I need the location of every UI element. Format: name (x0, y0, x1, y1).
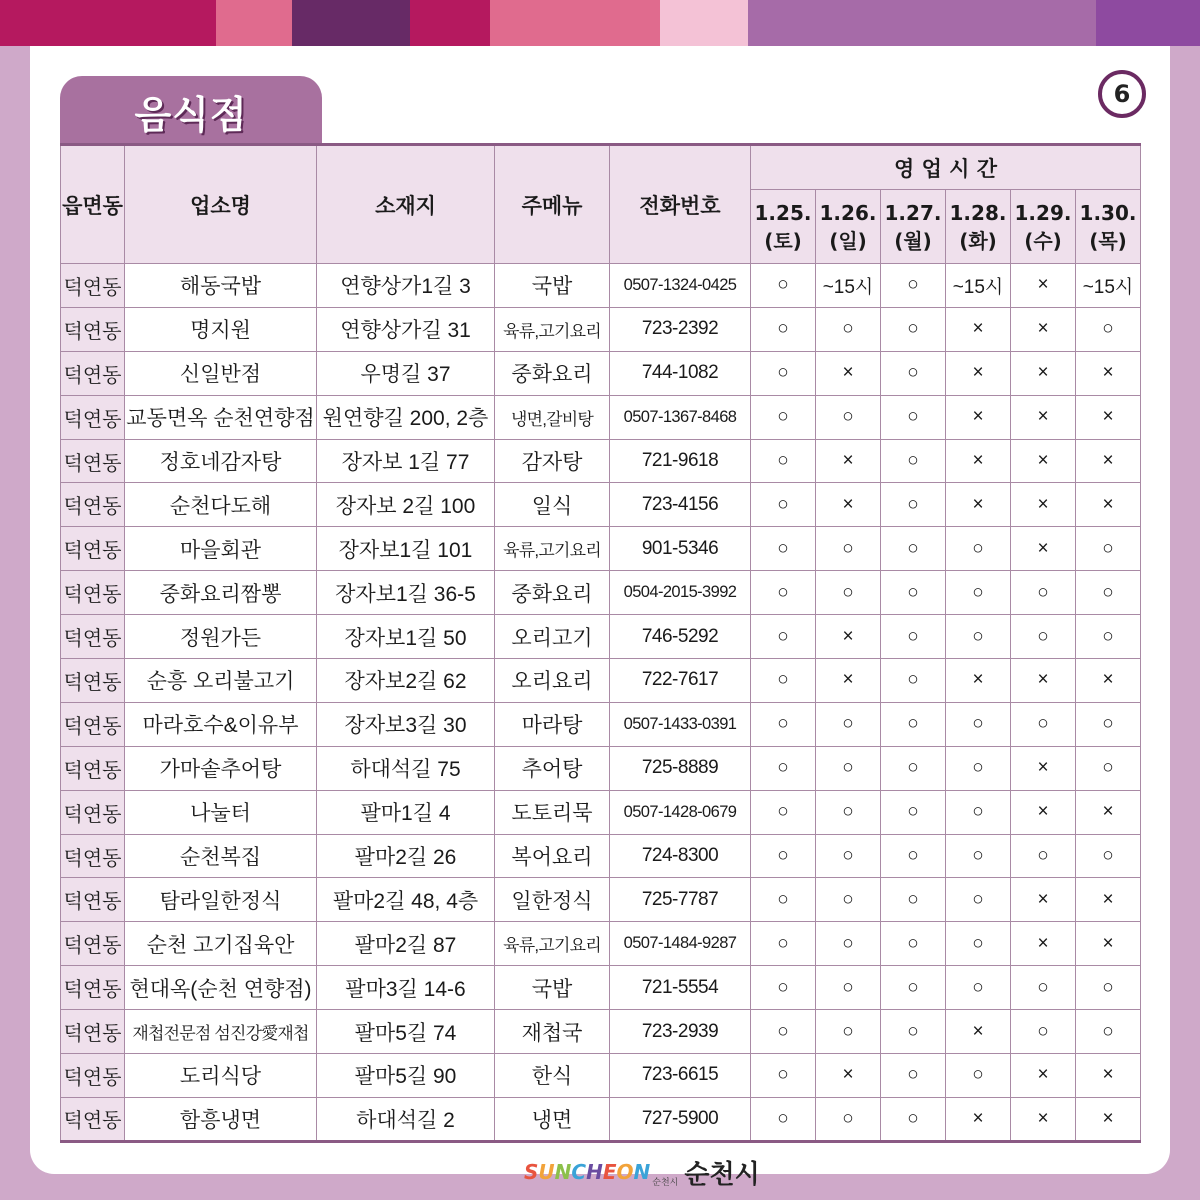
region-cell: 덕연동 (61, 790, 125, 834)
menu-cell: 국밥 (495, 966, 610, 1010)
name-cell: 순천복집 (125, 834, 317, 878)
menu-cell: 마라탕 (495, 702, 610, 746)
hours-cell: × (1076, 483, 1141, 527)
phone-cell: 722-7617 (610, 659, 751, 703)
hours-cell: × (1076, 878, 1141, 922)
hours-cell: × (1011, 307, 1076, 351)
hours-cell: × (816, 615, 881, 659)
hours-cell: ○ (751, 746, 816, 790)
hours-cell: ○ (816, 571, 881, 615)
name-cell: 순흥 오리불고기 (125, 659, 317, 703)
name-cell: 신일반점 (125, 351, 317, 395)
hours-cell: × (1011, 527, 1076, 571)
menu-cell: 냉면 (495, 1097, 610, 1141)
address-cell: 장자보 1길 77 (317, 439, 495, 483)
menu-cell: 육류,고기요리 (495, 307, 610, 351)
phone-cell: 744-1082 (610, 351, 751, 395)
address-cell: 장자보1길 50 (317, 615, 495, 659)
name-cell: 해동국밥 (125, 264, 317, 308)
hours-cell: ○ (881, 878, 946, 922)
hours-cell: ~15시 (1076, 264, 1141, 308)
region-cell: 덕연동 (61, 922, 125, 966)
name-cell: 교동면옥 순천연향점 (125, 395, 317, 439)
hours-cell: ○ (946, 966, 1011, 1010)
table-row (61, 659, 1141, 703)
stripe-segment (292, 0, 410, 46)
hours-cell: ○ (1011, 702, 1076, 746)
hours-cell: ○ (816, 878, 881, 922)
table-row (61, 1010, 1141, 1054)
region-cell: 덕연동 (61, 1097, 125, 1141)
hours-cell: ○ (816, 307, 881, 351)
hours-cell: × (816, 439, 881, 483)
address-cell: 장자보2길 62 (317, 659, 495, 703)
hours-cell: ○ (881, 351, 946, 395)
region-cell: 덕연동 (61, 571, 125, 615)
hours-cell: ○ (751, 922, 816, 966)
hours-cell: ○ (751, 1097, 816, 1141)
hours-cell: ○ (1011, 1010, 1076, 1054)
menu-cell: 도토리묵 (495, 790, 610, 834)
region-cell: 덕연동 (61, 702, 125, 746)
hours-cell: ○ (1076, 571, 1141, 615)
hours-cell: × (1011, 922, 1076, 966)
name-cell: 명지원 (125, 307, 317, 351)
menu-cell: 중화요리 (495, 571, 610, 615)
hours-cell: × (1076, 395, 1141, 439)
name-cell: 중화요리짬뽕 (125, 571, 317, 615)
hours-cell: ○ (751, 264, 816, 308)
table-row (61, 1097, 1141, 1141)
name-cell: 정원가든 (125, 615, 317, 659)
stripe-segment (490, 0, 660, 46)
phone-cell: 725-7787 (610, 878, 751, 922)
phone-cell: 0507-1324-0425 (610, 264, 751, 308)
top-color-stripe (0, 0, 1200, 46)
hours-cell: ○ (946, 746, 1011, 790)
hours-cell: ○ (1011, 966, 1076, 1010)
name-cell: 가마솥추어탕 (125, 746, 317, 790)
table-row (61, 351, 1141, 395)
name-cell: 재첩전문점 섬진강愛재첩 (125, 1010, 317, 1054)
region-cell: 덕연동 (61, 395, 125, 439)
address-cell: 하대석길 75 (317, 746, 495, 790)
address-cell: 장자보1길 36-5 (317, 571, 495, 615)
hours-cell: × (1076, 439, 1141, 483)
phone-cell: 723-6615 (610, 1054, 751, 1098)
hours-cell: ○ (751, 527, 816, 571)
header-date: 1.27. (월) (881, 190, 946, 264)
address-cell: 팔마2길 26 (317, 834, 495, 878)
hours-cell: × (946, 395, 1011, 439)
hours-cell: ○ (881, 834, 946, 878)
header-name: 업소명 (125, 145, 317, 264)
phone-cell: 0507-1484-9287 (610, 922, 751, 966)
suncheon-logo (524, 1150, 760, 1194)
header-address: 소재지 (317, 145, 495, 264)
table-row (61, 439, 1141, 483)
address-cell: 우명길 37 (317, 351, 495, 395)
hours-cell: ○ (751, 1054, 816, 1098)
hours-cell: ○ (816, 395, 881, 439)
menu-cell: 육류,고기요리 (495, 527, 610, 571)
hours-cell: ○ (1076, 834, 1141, 878)
hours-cell: ○ (946, 1054, 1011, 1098)
phone-cell: 723-2939 (610, 1010, 751, 1054)
hours-cell: ○ (881, 746, 946, 790)
hours-cell: × (946, 659, 1011, 703)
hours-cell: × (1076, 351, 1141, 395)
hours-cell: ○ (881, 1097, 946, 1141)
region-cell: 덕연동 (61, 659, 125, 703)
hours-cell: × (1011, 395, 1076, 439)
table-body (61, 264, 1141, 1142)
hours-cell: ~15시 (946, 264, 1011, 308)
hours-cell: ○ (816, 702, 881, 746)
stripe-segment (410, 0, 490, 46)
name-cell: 순천 고기집육안 (125, 922, 317, 966)
address-cell: 연향상가1길 3 (317, 264, 495, 308)
hours-cell: × (946, 439, 1011, 483)
table-row (61, 307, 1141, 351)
phone-cell: 724-8300 (610, 834, 751, 878)
hours-cell: × (946, 351, 1011, 395)
hours-cell: ○ (751, 659, 816, 703)
hours-cell: × (1076, 1097, 1141, 1141)
phone-cell: 0504-2015-3992 (610, 571, 751, 615)
phone-cell: 0507-1433-0391 (610, 702, 751, 746)
hours-cell: ○ (751, 878, 816, 922)
table-row (61, 702, 1141, 746)
header-date: 1.29. (수) (1011, 190, 1076, 264)
hours-cell: ○ (881, 483, 946, 527)
phone-cell: 746-5292 (610, 615, 751, 659)
hours-cell: ○ (816, 966, 881, 1010)
table-row (61, 395, 1141, 439)
logo-mark: SUNCHEON (524, 1160, 651, 1184)
menu-cell: 오리요리 (495, 659, 610, 703)
header-hours: 영 업 시 간 (751, 145, 1141, 190)
header-phone: 전화번호 (610, 145, 751, 264)
table-row (61, 527, 1141, 571)
address-cell: 팔마5길 74 (317, 1010, 495, 1054)
hours-cell: × (816, 659, 881, 703)
hours-cell: ○ (1076, 746, 1141, 790)
phone-cell: 721-9618 (610, 439, 751, 483)
name-cell: 정호네감자탕 (125, 439, 317, 483)
hours-cell: × (816, 1054, 881, 1098)
name-cell: 현대옥(순천 연향점) (125, 966, 317, 1010)
hours-cell: ○ (816, 922, 881, 966)
region-cell: 덕연동 (61, 966, 125, 1010)
name-cell: 마을회관 (125, 527, 317, 571)
hours-cell: × (1011, 659, 1076, 703)
hours-cell: ○ (946, 790, 1011, 834)
hours-cell: ○ (946, 702, 1011, 746)
table-row (61, 790, 1141, 834)
region-cell: 덕연동 (61, 439, 125, 483)
header-date: 1.30. (목) (1076, 190, 1141, 264)
table-row (61, 878, 1141, 922)
hours-cell: ~15시 (816, 264, 881, 308)
hours-cell: ○ (881, 439, 946, 483)
hours-cell: ○ (1011, 615, 1076, 659)
hours-cell: × (1011, 790, 1076, 834)
region-cell: 덕연동 (61, 615, 125, 659)
hours-cell: ○ (881, 659, 946, 703)
hours-cell: ○ (751, 615, 816, 659)
hours-cell: ○ (881, 1010, 946, 1054)
region-cell: 덕연동 (61, 483, 125, 527)
stripe-segment (0, 0, 216, 46)
menu-cell: 복어요리 (495, 834, 610, 878)
hours-cell: ○ (751, 351, 816, 395)
hours-cell: ○ (881, 790, 946, 834)
hours-cell: × (1011, 483, 1076, 527)
table-row (61, 571, 1141, 615)
hours-cell: ○ (816, 1010, 881, 1054)
header-menu: 주메뉴 (495, 145, 610, 264)
hours-cell: ○ (816, 746, 881, 790)
hours-cell: ○ (1076, 527, 1141, 571)
phone-cell: 0507-1367-8468 (610, 395, 751, 439)
phone-cell: 725-8889 (610, 746, 751, 790)
region-cell: 덕연동 (61, 307, 125, 351)
menu-cell: 육류,고기요리 (495, 922, 610, 966)
address-cell: 팔마3길 14-6 (317, 966, 495, 1010)
menu-cell: 일한정식 (495, 878, 610, 922)
region-cell: 덕연동 (61, 834, 125, 878)
phone-cell: 0507-1428-0679 (610, 790, 751, 834)
name-cell: 탐라일한정식 (125, 878, 317, 922)
region-cell: 덕연동 (61, 1054, 125, 1098)
restaurant-table (60, 143, 1141, 1143)
hours-cell: ○ (751, 834, 816, 878)
table-row (61, 746, 1141, 790)
menu-cell: 일식 (495, 483, 610, 527)
hours-cell: × (946, 307, 1011, 351)
address-cell: 장자보 2길 100 (317, 483, 495, 527)
menu-cell: 한식 (495, 1054, 610, 1098)
phone-cell: 901-5346 (610, 527, 751, 571)
hours-cell: ○ (1076, 702, 1141, 746)
name-cell: 도리식당 (125, 1054, 317, 1098)
hours-cell: × (1011, 878, 1076, 922)
stripe-segment (660, 0, 748, 46)
hours-cell: ○ (946, 527, 1011, 571)
hours-cell: × (1076, 659, 1141, 703)
table-row (61, 615, 1141, 659)
table-row (61, 483, 1141, 527)
header-row (61, 145, 1141, 190)
hours-cell: ○ (751, 483, 816, 527)
menu-cell: 재첩국 (495, 1010, 610, 1054)
hours-cell: × (1011, 1097, 1076, 1141)
hours-cell: ○ (946, 615, 1011, 659)
logo-city-name: 순천시 (684, 1159, 760, 1190)
hours-cell: × (1011, 264, 1076, 308)
hours-cell: ○ (946, 571, 1011, 615)
hours-cell: ○ (881, 615, 946, 659)
hours-cell: ○ (751, 395, 816, 439)
address-cell: 팔마2길 48, 4층 (317, 878, 495, 922)
hours-cell: ○ (1076, 307, 1141, 351)
phone-cell: 727-5900 (610, 1097, 751, 1141)
menu-cell: 중화요리 (495, 351, 610, 395)
name-cell: 마라호수&이유부 (125, 702, 317, 746)
hours-cell: × (816, 351, 881, 395)
hours-cell: × (946, 1097, 1011, 1141)
hours-cell: ○ (881, 527, 946, 571)
hours-cell: ○ (751, 1010, 816, 1054)
hours-cell: ○ (881, 1054, 946, 1098)
menu-cell: 국밥 (495, 264, 610, 308)
stripe-segment (216, 0, 292, 46)
header-date: 1.25. (토) (751, 190, 816, 264)
region-cell: 덕연동 (61, 878, 125, 922)
hours-cell: × (1076, 790, 1141, 834)
address-cell: 팔마5길 90 (317, 1054, 495, 1098)
table-row (61, 1054, 1141, 1098)
page-title: 음식점 (134, 92, 248, 137)
region-cell: 덕연동 (61, 264, 125, 308)
region-cell: 덕연동 (61, 351, 125, 395)
hours-cell: × (1011, 746, 1076, 790)
hours-cell: × (1076, 1054, 1141, 1098)
name-cell: 순천다도해 (125, 483, 317, 527)
hours-cell: ○ (751, 702, 816, 746)
hours-cell: ○ (946, 834, 1011, 878)
hours-cell: ○ (881, 966, 946, 1010)
region-cell: 덕연동 (61, 1010, 125, 1054)
hours-cell: ○ (881, 395, 946, 439)
stripe-segment (748, 0, 1096, 46)
hours-cell: ○ (816, 790, 881, 834)
table-row (61, 922, 1141, 966)
address-cell: 원연향길 200, 2층 (317, 395, 495, 439)
hours-cell: × (816, 483, 881, 527)
hours-cell: ○ (881, 571, 946, 615)
stripe-segment (1096, 0, 1200, 46)
header-date: 1.26. (일) (816, 190, 881, 264)
name-cell: 함흥냉면 (125, 1097, 317, 1141)
region-cell: 덕연동 (61, 746, 125, 790)
hours-cell: ○ (1011, 571, 1076, 615)
page-number-badge: 6 (1098, 70, 1146, 118)
address-cell: 장자보1길 101 (317, 527, 495, 571)
address-cell: 장자보3길 30 (317, 702, 495, 746)
hours-cell: ○ (881, 702, 946, 746)
hours-cell: × (1076, 922, 1141, 966)
hours-cell: × (1011, 351, 1076, 395)
address-cell: 팔마1길 4 (317, 790, 495, 834)
phone-cell: 721-5554 (610, 966, 751, 1010)
table-row (61, 966, 1141, 1010)
hours-cell: × (1011, 1054, 1076, 1098)
hours-cell: ○ (946, 878, 1011, 922)
hours-cell: ○ (1076, 1010, 1141, 1054)
hours-cell: × (946, 483, 1011, 527)
hours-cell: ○ (751, 307, 816, 351)
hours-cell: ○ (751, 790, 816, 834)
hours-cell: ○ (946, 922, 1011, 966)
title-tab (60, 76, 322, 146)
hours-cell: ○ (1011, 834, 1076, 878)
region-cell: 덕연동 (61, 527, 125, 571)
header-region: 읍면동 (61, 145, 125, 264)
address-cell: 팔마2길 87 (317, 922, 495, 966)
menu-cell: 냉면,갈비탕 (495, 395, 610, 439)
logo-mark-sub: 순천시 (652, 1178, 679, 1188)
hours-cell: ○ (1076, 615, 1141, 659)
hours-cell: ○ (816, 1097, 881, 1141)
hours-cell: ○ (751, 966, 816, 1010)
address-cell: 연향상가길 31 (317, 307, 495, 351)
name-cell: 나눌터 (125, 790, 317, 834)
header-date: 1.28. (화) (946, 190, 1011, 264)
hours-cell: ○ (1076, 966, 1141, 1010)
hours-cell: ○ (881, 307, 946, 351)
menu-cell: 오리고기 (495, 615, 610, 659)
hours-cell: ○ (881, 922, 946, 966)
table-row (61, 264, 1141, 308)
address-cell: 하대석길 2 (317, 1097, 495, 1141)
phone-cell: 723-2392 (610, 307, 751, 351)
hours-cell: × (946, 1010, 1011, 1054)
hours-cell: ○ (751, 439, 816, 483)
hours-cell: × (1011, 439, 1076, 483)
menu-cell: 추어탕 (495, 746, 610, 790)
hours-cell: ○ (751, 571, 816, 615)
hours-cell: ○ (816, 527, 881, 571)
table-row (61, 834, 1141, 878)
hours-cell: ○ (881, 264, 946, 308)
phone-cell: 723-4156 (610, 483, 751, 527)
menu-cell: 감자탕 (495, 439, 610, 483)
hours-cell: ○ (816, 834, 881, 878)
